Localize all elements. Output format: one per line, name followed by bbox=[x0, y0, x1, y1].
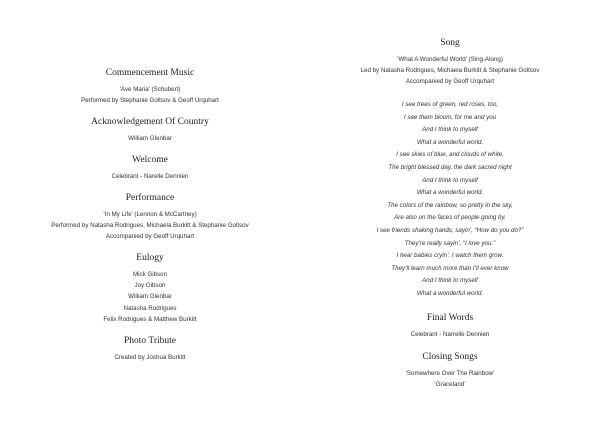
lyric-line: Are also on the faces of people going by. bbox=[394, 214, 506, 222]
section-photo-tribute bbox=[0, 335, 300, 363]
song-lyrics bbox=[300, 99, 600, 301]
section-heading: Photo Tribute bbox=[123, 336, 176, 347]
section-heading: Song bbox=[440, 38, 460, 48]
speaker-line: Joy Gibson bbox=[134, 282, 166, 290]
section-heading: Commencement Music bbox=[105, 68, 195, 78]
lyric-line: What a wonderful world. bbox=[416, 189, 484, 197]
lyric-line: The colors of the rainbow, so pretty in the sky, bbox=[387, 201, 513, 209]
section-eulogy bbox=[0, 252, 300, 325]
speaker-line: Felix Rodrigues & Matthew Burkitt bbox=[103, 315, 197, 323]
accompanist-line: Accompanied by Geoff Urquhart bbox=[405, 78, 495, 85]
right-column bbox=[300, 37, 600, 401]
piece-title: ‘What A Wonderful World’ (Sing-Along) bbox=[397, 56, 503, 63]
credit-line: Created by Joshua Burkitt bbox=[114, 354, 186, 362]
verse-spacer bbox=[300, 87, 600, 99]
section-acknowledgement bbox=[0, 116, 300, 144]
section-closing-songs bbox=[300, 351, 600, 390]
performer-line: Led by Natasha Rodrigues, Michaela Burkitt & Stephanie Goltsov bbox=[360, 67, 540, 74]
section-performance bbox=[0, 192, 300, 242]
section-heading: Performance bbox=[125, 193, 175, 203]
piece-title: ‘Ave Maria’ (Schubert) bbox=[119, 86, 181, 93]
speaker-line: Natasha Rodrigues bbox=[123, 304, 177, 312]
section-commencement-music bbox=[0, 67, 300, 106]
right-page bbox=[300, 0, 600, 425]
lyric-line: I hear babies cryin’. I watch them grow. bbox=[396, 252, 504, 260]
lyric-line: And I think to myself bbox=[422, 277, 478, 285]
accompanist-line: Accompanied by Geoff Urquhart bbox=[105, 233, 195, 240]
speaker-line: William Glenbar bbox=[128, 293, 172, 301]
lyric-line: What a wonderful world. bbox=[416, 138, 484, 146]
performer-line: Performed by Stephanie Goltsov & Geoff Urquhart bbox=[81, 97, 219, 104]
section-heading: Closing Songs bbox=[422, 351, 478, 362]
section-heading: Welcome bbox=[132, 155, 168, 165]
section-song bbox=[300, 37, 600, 301]
speaker-line: Celebrant - Narrelle Dennien bbox=[410, 330, 490, 338]
song-title: ‘Somewhere Over The Rainbow’ bbox=[405, 369, 495, 377]
performer-line: Performed by Natasha Rodrigues, Michaela Burkitt & Stephanie Goltsov bbox=[51, 222, 249, 229]
lyric-line: I see friends shaking hands, sayin’, “How do you do?” bbox=[376, 226, 524, 234]
section-heading: Acknowledgement Of Country bbox=[91, 117, 209, 127]
speaker-line: William Glenbar bbox=[128, 135, 172, 142]
speaker-line: Celebrant - Narelle Dennien bbox=[111, 173, 189, 180]
section-welcome bbox=[0, 154, 300, 182]
lyric-line: They’ll learn much more than I’ll ever know bbox=[391, 264, 509, 272]
lyric-line: What a wonderful world. bbox=[416, 289, 484, 297]
lyric-line: I see them bloom, for me and you bbox=[403, 113, 497, 121]
song-title: ‘Graceland’ bbox=[434, 380, 466, 388]
section-heading: Eulogy bbox=[136, 253, 164, 263]
lyric-line: I see skies of blue, and clouds of white, bbox=[396, 151, 504, 159]
lyric-line: They’re really sayin’, “I love you.” bbox=[404, 239, 496, 247]
lyric-line: The bright blessed day, the dark sacred night bbox=[388, 163, 512, 171]
lyric-line: And I think to myself bbox=[422, 176, 478, 184]
left-column bbox=[0, 67, 300, 373]
lyric-line: And I think to myself bbox=[422, 126, 478, 134]
section-heading: Final Words bbox=[426, 312, 474, 323]
piece-title: ‘In My Life’ (Lennon & McCartney) bbox=[103, 211, 197, 218]
lyric-line: I see trees of green, red roses, too, bbox=[401, 101, 499, 108]
section-final-words bbox=[300, 312, 600, 340]
speaker-line: Mick Gibson bbox=[132, 271, 168, 278]
